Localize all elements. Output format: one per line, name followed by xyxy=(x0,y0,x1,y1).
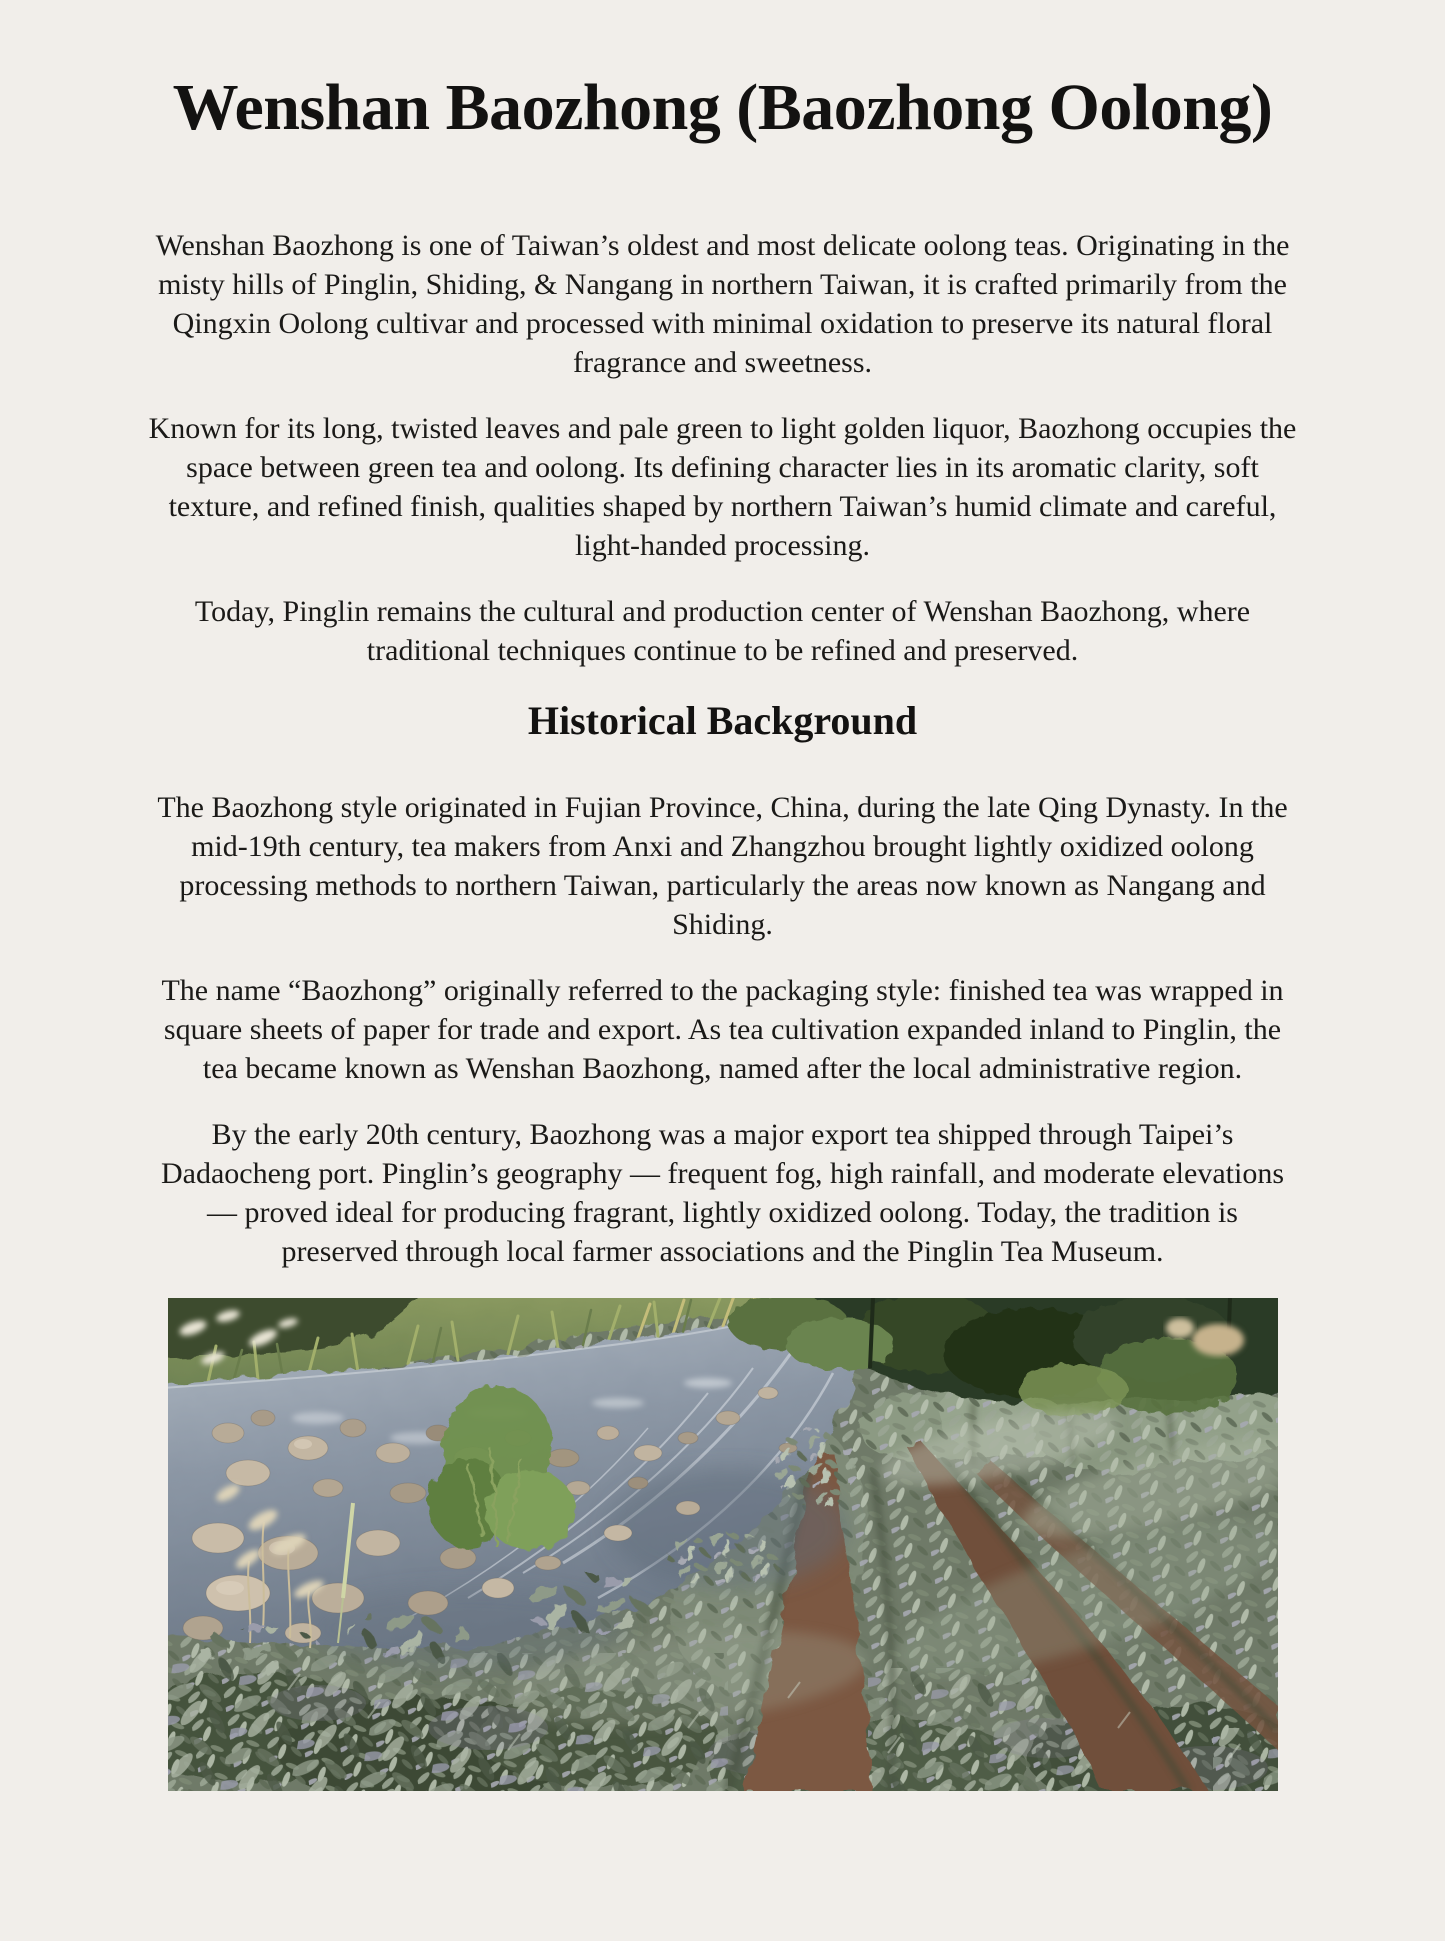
tea-field-illustration xyxy=(168,1298,1278,1791)
intro-paragraph: Known for its long, twisted leaves and pale green to light golden liquor, Baozhong occupies the space between green tea and oolong. Its defining character lies in its aromatic clarity, soft texture, and refined finish, qualities shaped by northern Taiwan’s humid climate and careful, light-handed processing. xyxy=(148,411,1297,562)
section-heading-historical-background: Historical Background xyxy=(527,697,918,743)
intro-paragraph: Wenshan Baozhong is one of Taiwan’s oldest and most delicate oolong teas. Originating in the misty hills of Pinglin, Shiding, & Nangang in northern Taiwan, it is crafted primarily from the Qingxin Oolong cultivar and processed with minimal oxidation to preserve its natural floral fragrance and sweetness. xyxy=(155,228,1290,379)
history-paragraph: The Baozhong style originated in Fujian Province, China, during the late Qing Dynasty. In the mid-19th century, tea makers from Anxi and Zhangzhou brought lightly oxidized oolong processing methods to northern Taiwan, particularly the areas now known as Nangang and Shiding. xyxy=(157,790,1288,941)
history-paragraph: By the early 20th century, Baozhong was a major export tea shipped through Taipei’s Dadaocheng port. Pinglin’s geography — frequent fog, high rainfall, and moderate elevations — proved ideal for producing fragrant, lightly oxidized oolong. Today, the tradition is preserved through local farmer associations and the Pinglin Tea Museum. xyxy=(160,1117,1284,1268)
history-section xyxy=(0,788,1445,1271)
tea-field-photo xyxy=(168,1298,1278,1791)
page-title: Wenshan Baozhong (Baozhong Oolong) xyxy=(172,71,1273,144)
intro-paragraph: Today, Pinglin remains the cultural and production center of Wenshan Baozhong, where traditional techniques continue to be refined and preserved. xyxy=(194,594,1251,667)
history-paragraph: The name “Baozhong” originally referred to the packaging style: finished tea was wrapped in square sheets of paper for trade and export. As tea cultivation expanded inland to Pinglin, the tea became known as Wenshan Baozhong, named after the local administrative region. xyxy=(161,973,1284,1085)
intro-section xyxy=(0,226,1445,670)
article-page xyxy=(0,70,1445,1941)
